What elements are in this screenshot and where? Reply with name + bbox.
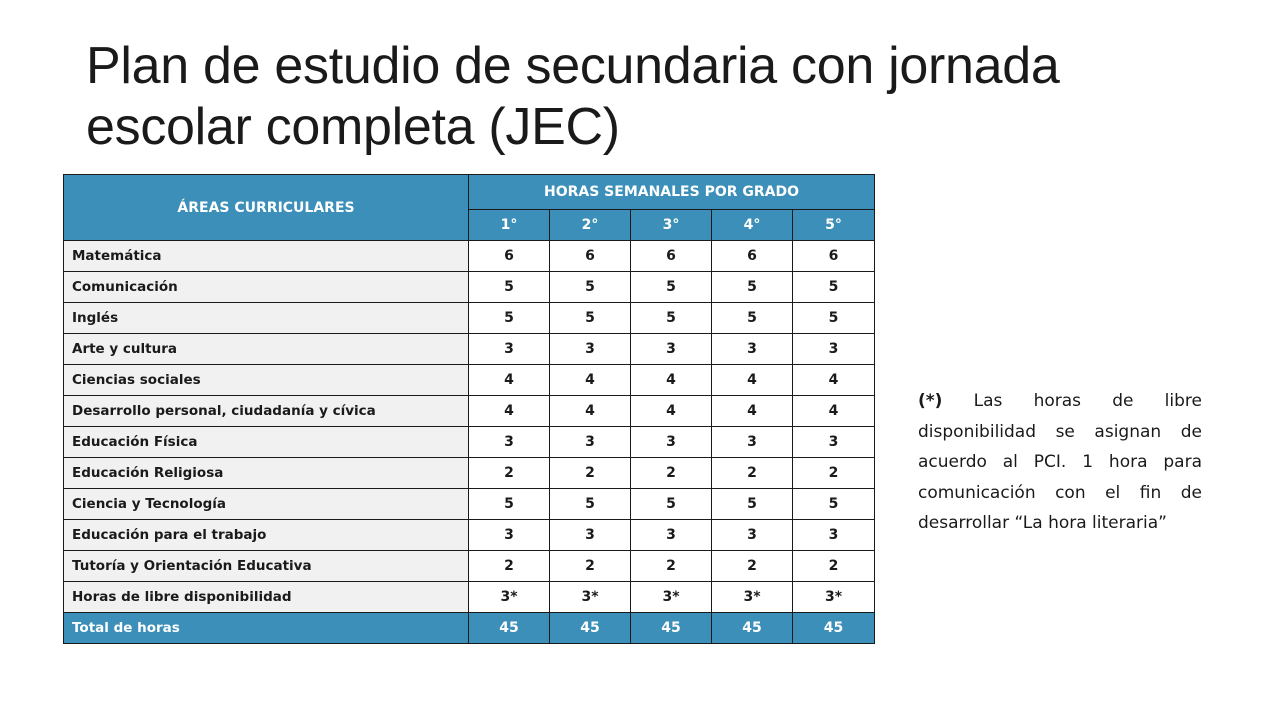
area-name: Tutoría y Orientación Educativa: [64, 551, 469, 582]
hours-grade-5: 3: [793, 334, 875, 365]
hours-grade-2: 6: [550, 241, 631, 272]
grade-header-3: 3°: [631, 209, 712, 240]
table-row: [64, 365, 875, 396]
table-row: [64, 582, 875, 613]
hours-grade-4: 6: [712, 241, 793, 272]
hours-grade-1: 2: [469, 458, 550, 489]
hours-grade-1: 2: [469, 551, 550, 582]
hours-grade-1: 5: [469, 489, 550, 520]
table-row: [64, 396, 875, 427]
hours-grade-2: 4: [550, 396, 631, 427]
hours-grade-2: 2: [550, 551, 631, 582]
table-row: [64, 520, 875, 551]
hours-grade-4: 3: [712, 520, 793, 551]
total-hours-grade-4: 45: [712, 613, 793, 644]
hours-grade-3: 3: [631, 334, 712, 365]
area-name: Educación para el trabajo: [64, 520, 469, 551]
hours-grade-1: 3: [469, 334, 550, 365]
study-plan-table: [63, 174, 875, 644]
grade-header-5: 5°: [793, 209, 875, 240]
footnote: [918, 386, 1202, 539]
total-label: Total de horas: [64, 613, 469, 644]
hours-grade-4: 3*: [712, 582, 793, 613]
table-row: [64, 427, 875, 458]
hours-grade-5: 3: [793, 427, 875, 458]
hours-grade-1: 5: [469, 272, 550, 303]
area-column-header: ÁREAS CURRICULARES: [64, 175, 469, 241]
hours-grade-2: 3: [550, 334, 631, 365]
hours-grade-2: 3: [550, 520, 631, 551]
table-row: [64, 334, 875, 365]
hours-grade-1: 4: [469, 365, 550, 396]
hours-grade-4: 5: [712, 489, 793, 520]
grade-header-4: 4°: [712, 209, 793, 240]
hours-grade-3: 4: [631, 396, 712, 427]
hours-grade-5: 5: [793, 303, 875, 334]
table-body: [64, 241, 875, 644]
slide-title: Plan de estudio de secundaria con jornada escolar completa (JEC): [86, 37, 1060, 156]
footnote-marker: (*): [918, 391, 943, 411]
grade-header-1: 1°: [469, 209, 550, 240]
area-name: Horas de libre disponibilidad: [64, 582, 469, 613]
hours-grade-2: 5: [550, 272, 631, 303]
hours-grade-3: 5: [631, 303, 712, 334]
table-row: [64, 489, 875, 520]
hours-grade-1: 3: [469, 520, 550, 551]
hours-grade-5: 3*: [793, 582, 875, 613]
total-hours-grade-3: 45: [631, 613, 712, 644]
area-name: Educación Religiosa: [64, 458, 469, 489]
hours-grade-4: 2: [712, 458, 793, 489]
hours-grade-5: 5: [793, 272, 875, 303]
hours-grade-2: 5: [550, 489, 631, 520]
hours-grade-4: 4: [712, 396, 793, 427]
table-row: [64, 458, 875, 489]
area-name: Matemática: [64, 241, 469, 272]
hours-grade-4: 5: [712, 303, 793, 334]
hours-grade-2: 2: [550, 458, 631, 489]
hours-grade-2: 3*: [550, 582, 631, 613]
area-name: Ciencias sociales: [64, 365, 469, 396]
area-name: Desarrollo personal, ciudadanía y cívica: [64, 396, 469, 427]
table-row: [64, 272, 875, 303]
hours-grade-5: 3: [793, 520, 875, 551]
footnote-text: Las horas de libre disponibilidad se asignan de acuerdo al PCI. 1 hora para comunicación con el fin de desarrollar “La hora literaria”: [918, 391, 1202, 533]
hours-grade-4: 3: [712, 427, 793, 458]
total-hours-grade-5: 45: [793, 613, 875, 644]
hours-grade-5: 4: [793, 365, 875, 396]
hours-grade-3: 2: [631, 458, 712, 489]
hours-grade-3: 2: [631, 551, 712, 582]
area-name: Arte y cultura: [64, 334, 469, 365]
hours-grade-5: 2: [793, 551, 875, 582]
table-row: [64, 241, 875, 272]
hours-grade-3: 5: [631, 489, 712, 520]
hours-grade-3: 4: [631, 365, 712, 396]
weekly-hours-header: HORAS SEMANALES POR GRADO: [469, 175, 875, 210]
hours-grade-5: 4: [793, 396, 875, 427]
hours-grade-1: 4: [469, 396, 550, 427]
hours-grade-3: 3: [631, 520, 712, 551]
total-hours-grade-1: 45: [469, 613, 550, 644]
hours-grade-2: 4: [550, 365, 631, 396]
hours-grade-2: 5: [550, 303, 631, 334]
hours-grade-1: 3*: [469, 582, 550, 613]
hours-grade-1: 5: [469, 303, 550, 334]
hours-grade-4: 4: [712, 365, 793, 396]
hours-grade-5: 2: [793, 458, 875, 489]
table-header-row: [64, 175, 875, 210]
area-name: Comunicación: [64, 272, 469, 303]
hours-grade-3: 3: [631, 427, 712, 458]
hours-grade-3: 6: [631, 241, 712, 272]
hours-grade-4: 5: [712, 272, 793, 303]
total-row: [64, 613, 875, 644]
hours-grade-3: 5: [631, 272, 712, 303]
grade-header-2: 2°: [550, 209, 631, 240]
total-hours-grade-2: 45: [550, 613, 631, 644]
hours-grade-2: 3: [550, 427, 631, 458]
hours-grade-5: 5: [793, 489, 875, 520]
hours-grade-1: 3: [469, 427, 550, 458]
hours-grade-1: 6: [469, 241, 550, 272]
area-name: Inglés: [64, 303, 469, 334]
table-row: [64, 303, 875, 334]
area-name: Ciencia y Tecnología: [64, 489, 469, 520]
hours-grade-5: 6: [793, 241, 875, 272]
area-name: Educación Física: [64, 427, 469, 458]
hours-grade-4: 3: [712, 334, 793, 365]
hours-grade-4: 2: [712, 551, 793, 582]
hours-grade-3: 3*: [631, 582, 712, 613]
table-row: [64, 551, 875, 582]
